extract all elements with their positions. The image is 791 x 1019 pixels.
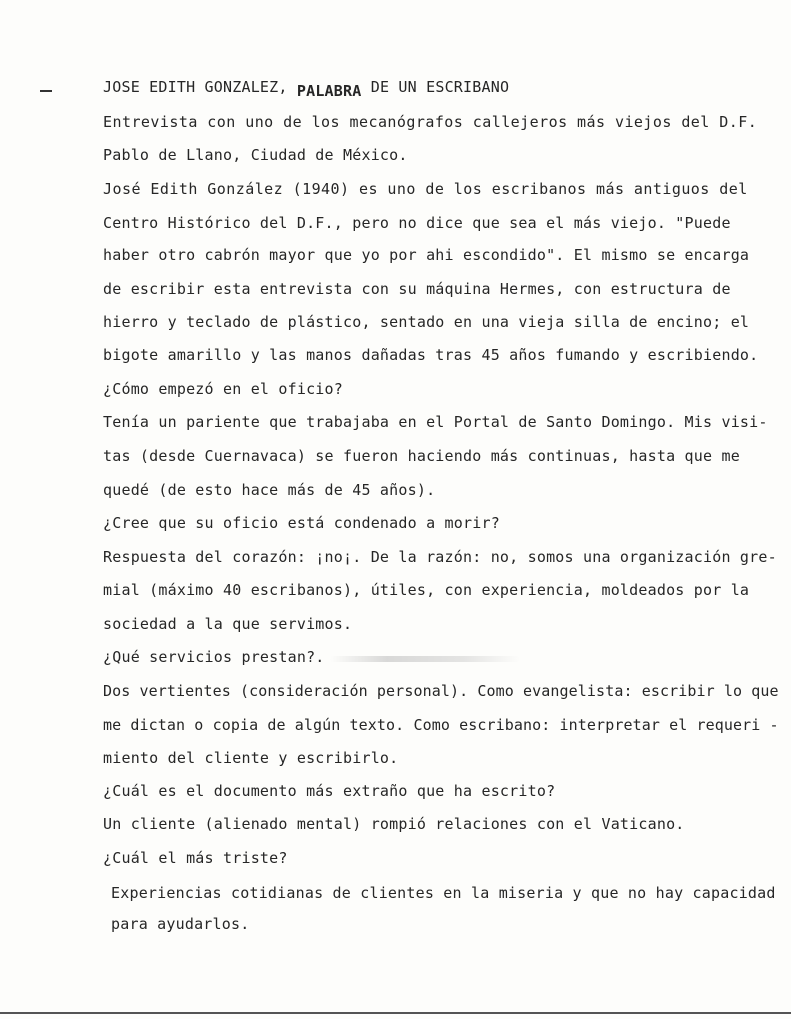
text-line: Un cliente (alienado mental) rompió relaciones con el Vaticano. xyxy=(103,815,685,833)
text-line: tas (desde Cuernavaca) se fueron haciendo más continuas, hasta que me xyxy=(103,447,740,465)
text-line: Experiencias cotidianas de clientes en la miseria y que no hay capacidad xyxy=(111,884,776,902)
title-word-palabra: PALABRA xyxy=(296,82,362,100)
text-line: para ayudarlos. xyxy=(111,915,250,933)
text-line: Respuesta del corazón: ¡no¡. De la razón: no, somos una organización gre- xyxy=(103,548,777,566)
question-line: ¿Cuál es el documento más extraño que ha escrito? xyxy=(103,782,556,800)
question-line: ¿Cuál el más triste? xyxy=(103,849,288,867)
text-line: Pablo de Llano, Ciudad de México. xyxy=(103,146,408,164)
margin-dash-mark xyxy=(40,90,52,92)
text-line: hierro y teclado de plástico, sentado en una vieja silla de encino; el xyxy=(103,313,750,331)
title-subtitle: DE UN ESCRIBANO xyxy=(370,78,510,96)
text-line: bigote amarillo y las manos dañadas tras 45 años fumando y escribiendo. xyxy=(103,346,759,364)
text-line: Tenía un pariente que trabajaba en el Portal de Santo Domingo. Mis visi- xyxy=(103,413,768,431)
text-line: me dictan o copia de algún texto. Como escribano: interpretar el requeri - xyxy=(103,716,779,734)
text-line: miento del cliente y escribirlo. xyxy=(103,749,399,767)
text-line: quedé (de esto hace más de 45 años). xyxy=(103,481,436,499)
question-line: ¿Cómo empezó en el oficio? xyxy=(103,380,343,398)
document-title xyxy=(103,78,510,100)
bottom-edge-line xyxy=(0,1012,791,1014)
text-line: mial (máximo 40 escribanos), útiles, con experiencia, moldeados por la xyxy=(103,581,750,599)
text-line: de escribir esta entrevista con su máquina Hermes, con estructura de xyxy=(103,280,731,298)
text-line: haber otro cabrón mayor que yo por ahi escondido". El mismo se encarga xyxy=(103,246,750,264)
title-name: JOSE EDITH GONZALEZ, xyxy=(103,78,288,96)
ink-smudge xyxy=(330,656,520,662)
question-line: ¿Qué servicios prestan?. xyxy=(103,648,325,666)
question-line: ¿Cree que su oficio está condenado a morir? xyxy=(103,514,500,532)
text-line: Centro Histórico del D.F., pero no dice que sea el más viejo. "Puede xyxy=(103,214,731,232)
text-line: Dos vertientes (consideración personal). Como evangelista: escribir lo que xyxy=(103,682,779,700)
text-line: José Edith González (1940) es uno de los escribanos más antiguos del xyxy=(103,180,748,198)
text-line: Entrevista con uno de los mecanógrafos callejeros más viejos del D.F. xyxy=(103,113,758,131)
text-line: sociedad a la que servimos. xyxy=(103,615,353,633)
